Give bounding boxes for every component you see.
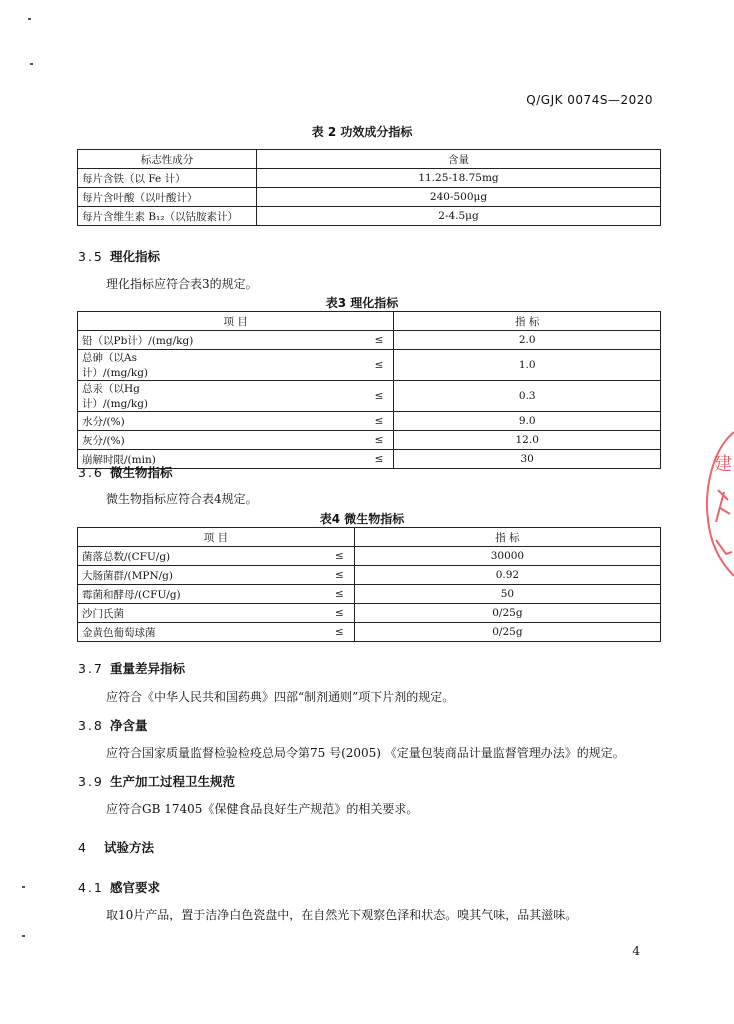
section-heading-4: [78, 838, 154, 856]
table-row: [78, 585, 661, 604]
section-text: 理化指标应符合表3的规定。: [106, 277, 258, 291]
value-cell: 12.0: [394, 431, 661, 450]
item-cell: 沙门氏菌: [78, 604, 187, 623]
scan-speck: [22, 935, 25, 937]
section-title: 试验方法: [103, 840, 154, 855]
section-number: 3.6: [78, 465, 104, 480]
section-text: 取10片产品，置于洁净白色瓷盘中，在自然光下观察色泽和状态。嗅其气味，品其滋味。: [106, 908, 578, 922]
table-row: [78, 604, 661, 623]
section-heading-3-6: [78, 463, 173, 481]
section-text: 应符合国家质量监督检验检疫总局令第75 号(2005) 《定量包装商品计量监督管理办法》的规定。: [106, 746, 625, 760]
table-row: [78, 169, 661, 188]
table-row: [78, 566, 661, 585]
item-cell: 总汞（以Hg计）/(mg/kg): [78, 381, 207, 412]
item-cell: 金黄色葡萄球菌: [78, 623, 187, 642]
section-heading-3-7: [78, 659, 185, 677]
section-title: 净含量: [109, 718, 148, 733]
table-row: [78, 350, 661, 381]
le-sign: ≤: [206, 381, 394, 412]
value-cell: 0/25g: [354, 623, 660, 642]
value-cell: 0.92: [354, 566, 660, 585]
value-cell: 1.0: [394, 350, 661, 381]
scan-speck: [30, 63, 33, 65]
item-cell: 灰分/(%): [78, 431, 207, 450]
item-cell: 崩解时限/(min): [78, 450, 207, 469]
section-number: 3.5: [78, 249, 104, 264]
le-sign: ≤: [186, 604, 354, 623]
stamp-character: 建: [714, 454, 732, 475]
value-cell: 30000: [354, 547, 660, 566]
content-cell: 240-500μg: [257, 188, 661, 207]
le-sign: ≤: [206, 412, 394, 431]
component-cell: 每片含叶酸（以叶酸计）: [78, 188, 257, 207]
physchem-table: [77, 311, 661, 469]
scan-speck: [28, 18, 31, 20]
item-cell: 菌落总数/(CFU/g): [78, 547, 187, 566]
standard-code: Q/GJK 0074S—2020: [526, 93, 653, 107]
le-sign: ≤: [186, 547, 354, 566]
page-number: 4: [632, 944, 640, 958]
section-number: 3.9: [78, 774, 104, 789]
value-cell: 30: [394, 450, 661, 469]
table2-header: 标志性成分: [78, 150, 257, 169]
table-row: [78, 412, 661, 431]
item-cell: 铅（以Pb计）/(mg/kg): [78, 331, 207, 350]
section-heading-4-1: [78, 878, 160, 896]
table-row: [78, 547, 661, 566]
table3-header: 指 标: [394, 312, 661, 331]
section-heading-3-9: [78, 772, 235, 790]
item-cell: 总砷（以As计）/(mg/kg): [78, 350, 207, 381]
scan-speck: [22, 886, 25, 888]
table4-header: 项 目: [78, 528, 355, 547]
value-cell: 50: [354, 585, 660, 604]
section-heading-3-5: [78, 247, 160, 265]
content-cell: 2-4.5μg: [257, 207, 661, 226]
table3-header: 项 目: [78, 312, 394, 331]
table2-caption: 表 2 功效成分指标: [311, 125, 413, 139]
section-number: 4: [78, 840, 88, 855]
section-text: 微生物指标应符合表4规定。: [106, 492, 258, 506]
section-text: 应符合GB 17405《保健食品良好生产规范》的相关要求。: [106, 802, 419, 816]
section-text: 应符合《中华人民共和国药典》四部“制剂通则”项下片剂的规定。: [106, 690, 455, 704]
le-sign: ≤: [206, 450, 394, 469]
item-cell: 水分/(%): [78, 412, 207, 431]
table-row: [78, 381, 661, 412]
micro-table: [77, 527, 661, 642]
table-row: [78, 188, 661, 207]
table-row: [78, 431, 661, 450]
le-sign: ≤: [206, 431, 394, 450]
le-sign: ≤: [206, 350, 394, 381]
section-heading-3-8: [78, 716, 148, 734]
component-cell: 每片含维生素 B₁₂（以钴胺素计）: [78, 207, 257, 226]
item-cell: 霉菌和酵母/(CFU/g): [78, 585, 187, 604]
value-cell: 0.3: [394, 381, 661, 412]
table4-header: 指 标: [354, 528, 660, 547]
item-cell: 大肠菌群/(MPN/g): [78, 566, 187, 585]
section-title: 感官要求: [109, 880, 160, 895]
table2-header: 含量: [257, 150, 661, 169]
section-title: 理化指标: [109, 249, 160, 264]
section-title: 微生物指标: [109, 465, 173, 480]
section-title: 重量差异指标: [109, 661, 185, 676]
section-title: 生产加工过程卫生规范: [109, 774, 235, 789]
component-cell: 每片含铁（以 Fe 计）: [78, 169, 257, 188]
le-sign: ≤: [186, 585, 354, 604]
seal-stamp: [694, 430, 734, 580]
section-number: 3.7: [78, 661, 104, 676]
efficacy-table: [77, 149, 661, 226]
value-cell: 0/25g: [354, 604, 660, 623]
value-cell: 2.0: [394, 331, 661, 350]
le-sign: ≤: [186, 566, 354, 585]
section-number: 3.8: [78, 718, 104, 733]
le-sign: ≤: [206, 331, 394, 350]
table-row: [78, 207, 661, 226]
table3-caption: 表3 理化指标: [325, 296, 399, 310]
table4-caption: 表4 微生物指标: [319, 512, 405, 526]
table-row: [78, 331, 661, 350]
content-cell: 11.25-18.75mg: [257, 169, 661, 188]
section-number: 4.1: [78, 880, 104, 895]
le-sign: ≤: [186, 623, 354, 642]
value-cell: 9.0: [394, 412, 661, 431]
table-row: [78, 623, 661, 642]
